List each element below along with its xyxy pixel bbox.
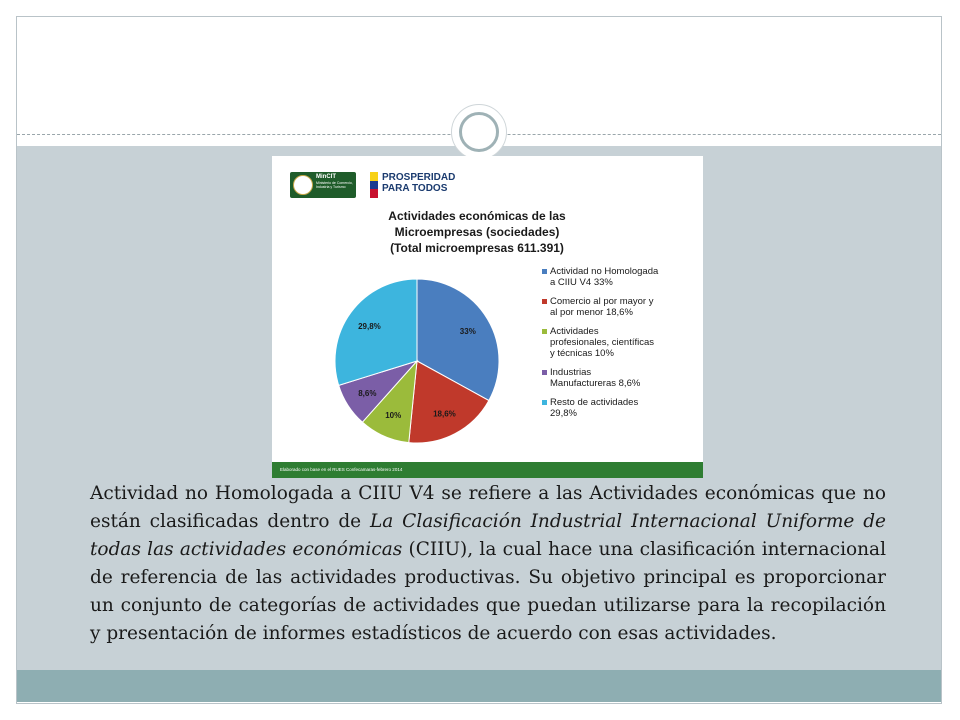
pie-slice-label-0: 33% (459, 326, 476, 336)
pie-slice-label-3: 8,6% (358, 388, 377, 398)
legend-text-1-1: al por menor 18,6% (550, 307, 633, 318)
decorative-ring-icon (459, 112, 499, 152)
legend-swatch-1 (542, 299, 547, 304)
body-text-part-2: (CIIU), la cual hace una clasificación internacional de referencia de las actividades productivas. Su objetivo principal es proporcionar un conjunto de categorías de actividades que puedan utilizarse para la recopilación y presentación de informes estadísticos de acuerdo con esas actividades. (90, 539, 886, 644)
prosperidad-line-1: PROSPERIDAD (382, 172, 456, 183)
pie-slice-label-2: 10% (385, 411, 402, 421)
legend-text-1-0: Comercio al por mayor y (550, 296, 654, 307)
legend-swatch-0 (542, 269, 547, 274)
legend-text-0-0: Actividad no Homologada (550, 266, 659, 277)
pie-slice-label-1: 18,6% (433, 409, 456, 419)
legend-text-2-0: Actividades (550, 326, 599, 337)
legend-text-2-2: y técnicas 10% (550, 348, 614, 359)
body-paragraph (90, 480, 886, 648)
legend-text-3-0: Industrias (550, 367, 592, 378)
footer-bar (17, 670, 941, 702)
legend-text-4-1: 29,8% (550, 408, 577, 419)
prosperidad-line-2: PARA TODOS (382, 183, 448, 194)
legend-swatch-3 (542, 370, 547, 375)
chart-title-line-3: (Total microempresas 611.391) (390, 241, 564, 255)
legend-swatch-4 (542, 400, 547, 405)
mincit-logo-name: MinCIT (316, 174, 336, 180)
legend-item-1 (542, 296, 692, 318)
chart-title-line-2: Microempresas (sociedades) (394, 225, 560, 239)
legend-text-0-1: a CIIU V4 33% (550, 277, 613, 288)
legend-item-2 (542, 326, 692, 359)
legend-item-0 (542, 266, 692, 288)
legend-text-4-0: Resto de actividades (550, 397, 639, 408)
body-text-part-1: Actividad no Homologada a CIIU V4 se refiere a las Actividades económicas que no están clasificadas dentro de (90, 483, 886, 532)
body-text-italic: La Clasificación Industrial Internacional Uniforme de todas las actividades económicas (90, 511, 887, 560)
legend-text-3-1: Manufactureras 8,6% (550, 378, 641, 389)
pie-slice-label-4: 29,8% (358, 321, 381, 331)
embedded-chart-image (272, 156, 703, 478)
legend-item-4 (542, 397, 692, 419)
chart-source-note: Elaborado con base en el RUES Confecamaras-febrero 2014 (280, 467, 403, 472)
legend-swatch-2 (542, 329, 547, 334)
mincit-logo-subtitle: Ministerio de Comercio, Industria y Turismo (316, 181, 353, 189)
legend-item-3 (542, 367, 692, 389)
legend-text-2-1: profesionales, científicas (550, 337, 655, 348)
chart-legend (542, 266, 692, 427)
chart-title-line-1: Actividades económicas de las (388, 209, 566, 223)
